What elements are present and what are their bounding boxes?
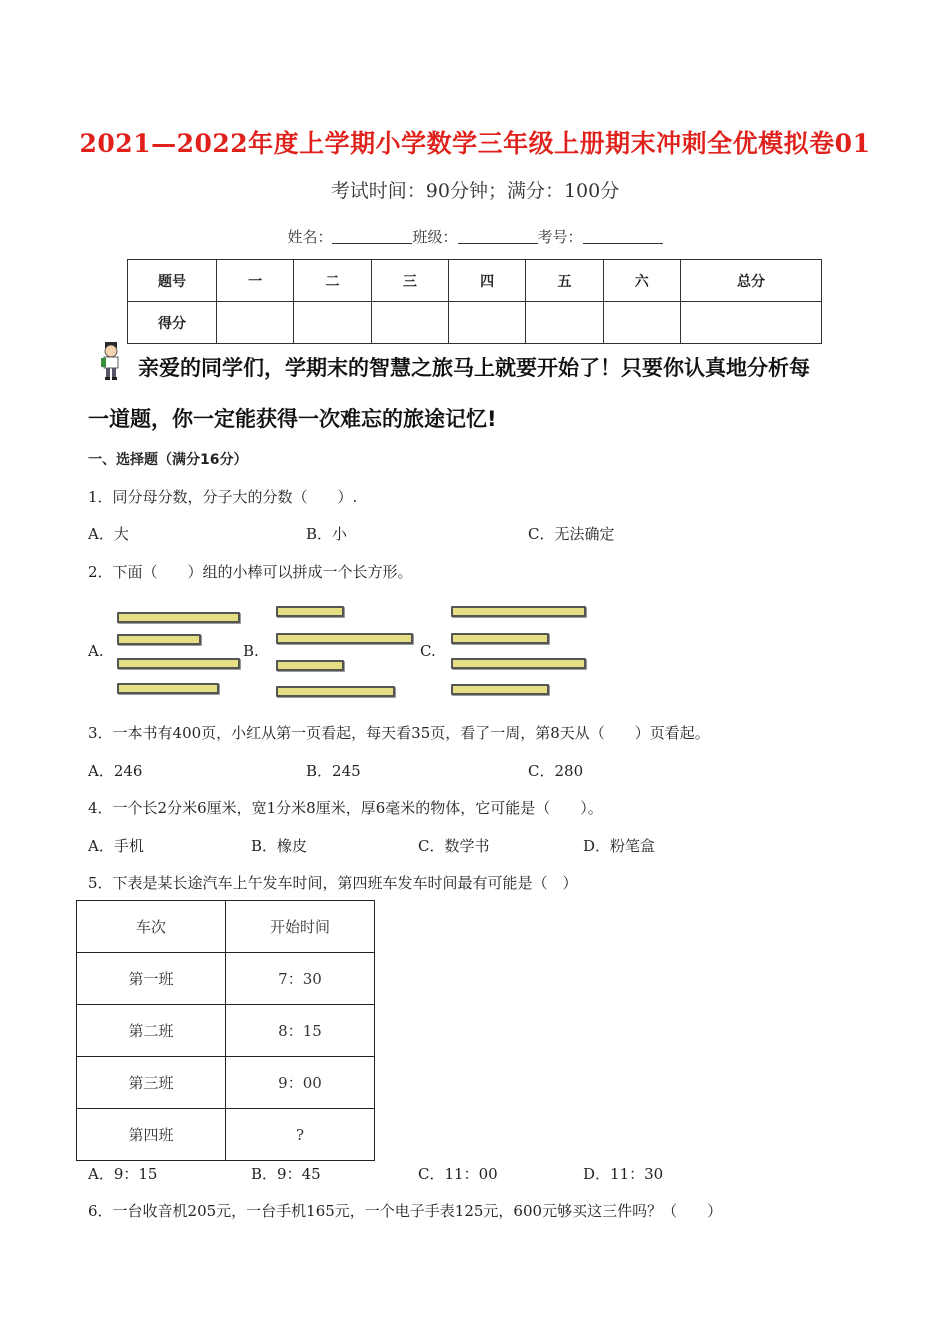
score-cell[interactable] xyxy=(603,302,680,344)
score-header-cell: 六 xyxy=(603,260,680,302)
score-cell[interactable] xyxy=(680,302,821,344)
table-cell: 8：15 xyxy=(226,1005,375,1057)
score-header-cell: 一 xyxy=(217,260,294,302)
q3-option-a[interactable]: A．246 xyxy=(88,762,143,780)
exam-info: 考试时间：90分钟；满分：100分 xyxy=(330,180,620,202)
table-cell: 7：30 xyxy=(226,953,375,1005)
q2-option-a[interactable]: A. xyxy=(88,642,104,660)
table-cell: ? xyxy=(226,1109,375,1161)
score-header-cell: 三 xyxy=(371,260,448,302)
score-header-cell: 四 xyxy=(448,260,525,302)
question-4: 4．一个长2分米6厘米，宽1分米8厘米，厚6毫米的物体，它可能是（ ）。 xyxy=(88,799,603,817)
table-row xyxy=(77,1109,375,1161)
table-row xyxy=(77,1057,375,1109)
bus-schedule-table xyxy=(76,900,375,1161)
stick xyxy=(117,658,240,669)
stick xyxy=(276,606,344,617)
q3-option-b[interactable]: B．245 xyxy=(306,762,361,780)
score-header-cell: 五 xyxy=(526,260,603,302)
table-header-cell: 开始时间 xyxy=(226,901,375,953)
q1-option-c[interactable]: C．无法确定 xyxy=(528,525,615,543)
table-cell: 第一班 xyxy=(77,953,226,1005)
student-info-line xyxy=(0,226,950,247)
class-label: 班级： xyxy=(412,228,458,246)
q3-option-c[interactable]: C．280 xyxy=(528,762,584,780)
q2-option-b[interactable]: B. xyxy=(243,642,259,660)
stick xyxy=(276,633,413,644)
question-6: 6．一台收音机205元，一台手机165元，一个电子手表125元，600元够买这三件吗？（ ） xyxy=(88,1202,723,1220)
stick xyxy=(276,660,344,671)
q5-option-a[interactable]: A．9：15 xyxy=(88,1165,158,1183)
class-blank[interactable] xyxy=(458,229,538,244)
table-cell: 第三班 xyxy=(77,1057,226,1109)
table-row xyxy=(77,953,375,1005)
q1-option-a[interactable]: A．大 xyxy=(88,525,129,543)
score-row-label: 得分 xyxy=(128,302,217,344)
score-table-score-row xyxy=(128,302,822,344)
stick xyxy=(451,658,586,669)
q4-option-c[interactable]: C．数学书 xyxy=(418,837,490,855)
question-2: 2．下面（ ）组的小棒可以拼成一个长方形。 xyxy=(88,563,413,581)
score-header-cell: 总分 xyxy=(680,260,821,302)
score-cell[interactable] xyxy=(217,302,294,344)
stick xyxy=(451,633,549,644)
stick xyxy=(117,634,201,645)
table-row xyxy=(77,901,375,953)
score-table xyxy=(127,259,822,344)
stick xyxy=(276,686,395,697)
name-label: 姓名： xyxy=(287,228,333,246)
stick xyxy=(117,683,219,694)
question-1: 1．同分母分数，分子大的分数（ ）. xyxy=(88,488,358,506)
stick xyxy=(117,612,240,623)
student-mascot-icon xyxy=(98,341,124,381)
score-header-cell: 题号 xyxy=(128,260,217,302)
score-cell[interactable] xyxy=(371,302,448,344)
q2-option-c[interactable]: C. xyxy=(420,642,436,660)
stick xyxy=(451,684,549,695)
q5-option-c[interactable]: C．11：00 xyxy=(418,1165,498,1183)
page-title: 2021—2022年度上学期小学数学三年级上册期末冲刺全优模拟卷01 xyxy=(79,129,871,158)
number-label: 考号： xyxy=(537,228,583,246)
q1-option-b[interactable]: B．小 xyxy=(306,525,348,543)
question-3: 3．一本书有400页，小红从第一页看起，每天看35页，看了一周，第8天从（ ）页看起。 xyxy=(88,724,710,742)
q4-option-b[interactable]: B．橡皮 xyxy=(251,837,308,855)
table-row xyxy=(77,1005,375,1057)
intro-line-1: 亲爱的同学们，学期末的智慧之旅马上就要开始了！只要你认真地分析每 xyxy=(138,356,810,380)
number-blank[interactable] xyxy=(583,229,663,244)
table-cell: 9：00 xyxy=(226,1057,375,1109)
intro-line-2: 一道题，你一定能获得一次难忘的旅途记忆! xyxy=(88,407,497,431)
table-header-cell: 车次 xyxy=(77,901,226,953)
table-cell: 第四班 xyxy=(77,1109,226,1161)
section-heading: 一、选择题（满分16分） xyxy=(88,452,248,468)
q4-option-a[interactable]: A．手机 xyxy=(88,837,144,855)
table-cell: 第二班 xyxy=(77,1005,226,1057)
name-blank[interactable] xyxy=(332,229,412,244)
q5-option-d[interactable]: D．11：30 xyxy=(583,1165,664,1183)
q5-option-b[interactable]: B．9：45 xyxy=(251,1165,321,1183)
score-cell[interactable] xyxy=(526,302,603,344)
score-cell[interactable] xyxy=(294,302,371,344)
score-table-header-row xyxy=(128,260,822,302)
question-5: 5．下表是某长途汽车上午发车时间，第四班车发车时间最有可能是（ ） xyxy=(88,874,578,892)
q4-option-d[interactable]: D．粉笔盒 xyxy=(583,837,656,855)
score-cell[interactable] xyxy=(448,302,525,344)
score-header-cell: 二 xyxy=(294,260,371,302)
stick xyxy=(451,606,586,617)
